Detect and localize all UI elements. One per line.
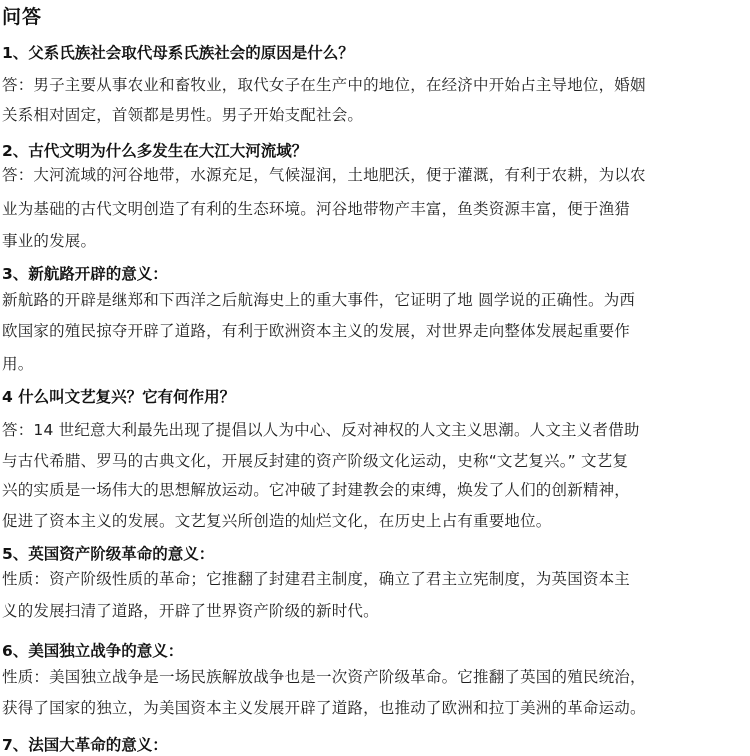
page-title: 问答 bbox=[2, 6, 43, 28]
answer-line: 义的发展扫清了道路，开辟了世界资产阶级的新时代。 bbox=[2, 602, 379, 620]
answer-line: 事业的发展。 bbox=[2, 232, 97, 250]
answer-line: 欧国家的殖民掠夺开辟了道路，有利于欧洲资本主义的发展，对世界走向整体发展起重要作 bbox=[2, 322, 631, 340]
question-heading: 6、美国独立战争的意义： bbox=[2, 642, 184, 660]
answer-line: 新航路的开辟是继郑和下西洋之后航海史上的重大事件，它证明了地 圆学说的正确性。为西 bbox=[2, 291, 636, 309]
question-heading: 2、古代文明为什么多发生在大江大河流域？ bbox=[2, 142, 308, 160]
answer-line: 性质：美国独立战争是一场民族解放战争也是一次资产阶级革命。它推翻了英国的殖民统治， bbox=[2, 668, 646, 686]
answer-line: 与古代希腊、罗马的古典文化，开展反封建的资产阶级文化运动，史称“文艺复兴。” 文艺复 bbox=[2, 452, 629, 470]
question-heading: 3、新航路开辟的意义： bbox=[2, 265, 168, 283]
answer-line: 关系相对固定，首领都是男性。男子开始支配社会。 bbox=[2, 106, 364, 124]
question-heading: 4 什么叫文艺复兴？它有何作用？ bbox=[2, 388, 236, 406]
answer-line: 答：大河流域的河谷地带，水源充足，气候湿润，土地肥沃，便于灌溉，有利于农耕，为以农 bbox=[2, 166, 646, 184]
answer-line: 促进了资本主义的发展。文艺复兴所创造的灿烂文化，在历史上占有重要地位。 bbox=[2, 512, 552, 530]
answer-line: 答：男子主要从事农业和畜牧业，取代女子在生产中的地位，在经济中开始占主导地位，婚姻 bbox=[2, 76, 646, 94]
answer-line: 业为基础的古代文明创造了有利的生态环境。河谷地带物产丰富，鱼类资源丰富，便于渔猎 bbox=[2, 200, 631, 218]
answer-line: 获得了国家的独立，为美国资本主义发展开辟了道路，也推动了欧洲和拉丁美洲的革命运动。 bbox=[2, 699, 646, 717]
question-heading: 1、父系氏族社会取代母系氏族社会的原因是什么？ bbox=[2, 44, 354, 62]
answer-line: 答：14 世纪意大利最先出现了提倡以人为中心、反对神权的人文主义思潮。人文主义者借助 bbox=[2, 421, 640, 439]
question-heading: 7、法国大革命的意义： bbox=[2, 736, 168, 754]
question-heading: 5、英国资产阶级革命的意义： bbox=[2, 545, 215, 563]
answer-line: 用。 bbox=[2, 355, 34, 373]
answer-line: 性质：资产阶级性质的革命；它推翻了封建君主制度，确立了君主立宪制度，为英国资本主 bbox=[2, 570, 631, 588]
answer-line: 兴的实质是一场伟大的思想解放运动。它冲破了封建教会的束缚，焕发了人们的创新精神， bbox=[2, 481, 631, 499]
